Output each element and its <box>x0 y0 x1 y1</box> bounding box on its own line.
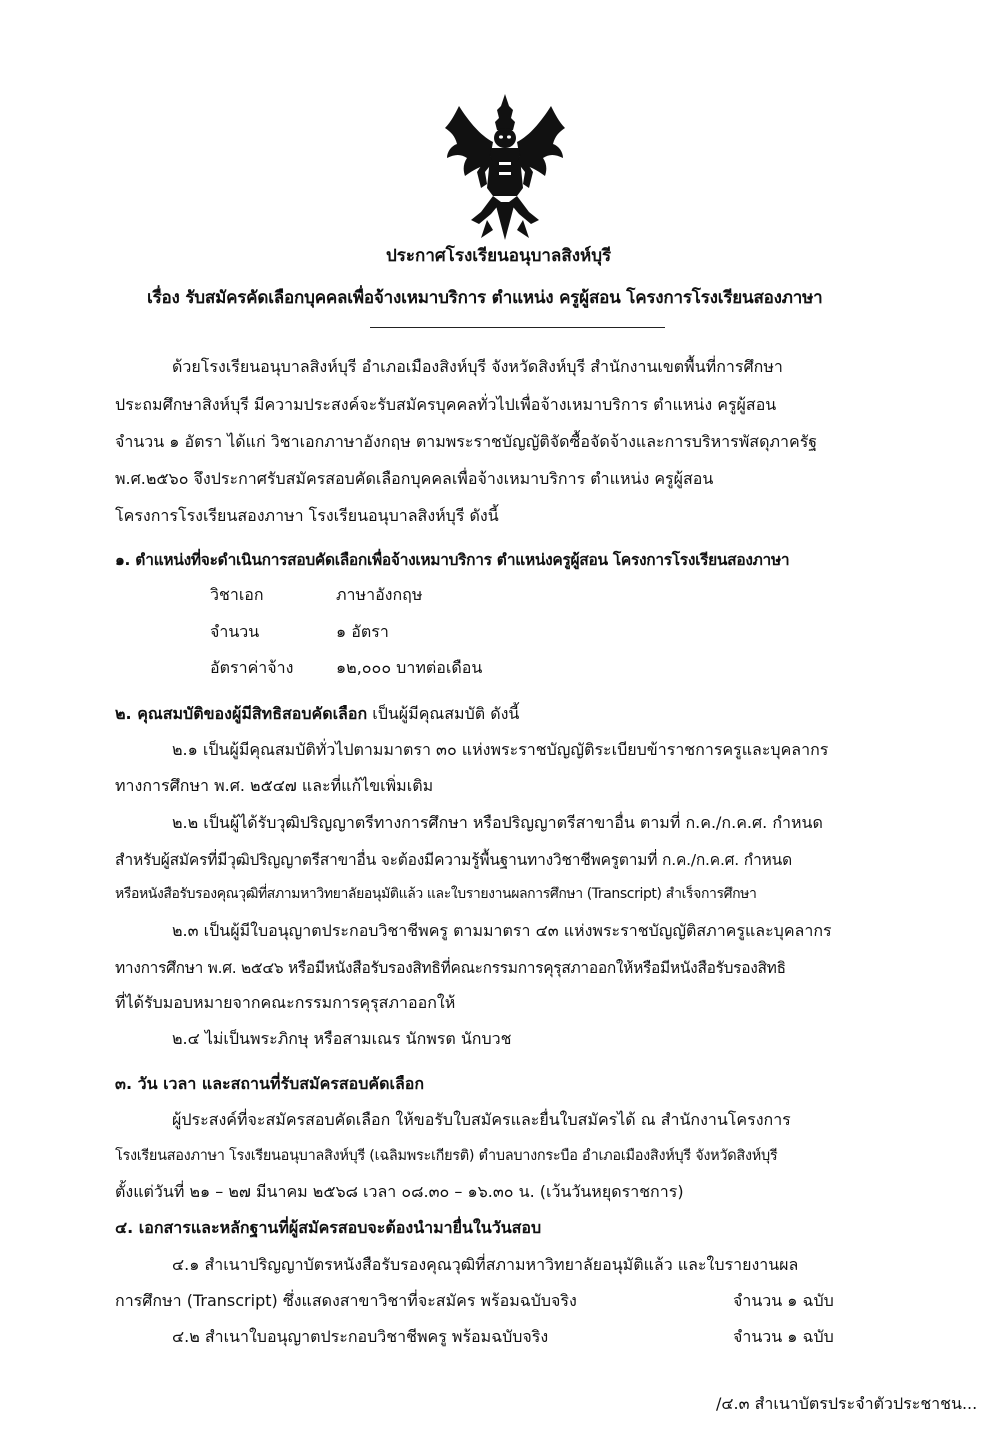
document-subject: เรื่อง รับสมัครคัดเลือกบุคคลเพื่อจ้างเหมาบริการ ตำแหน่ง ครูผู้สอน โครงการโรงเรียนสองภาษา <box>147 288 823 308</box>
detail-value: ภาษาอังกฤษ <box>336 585 423 604</box>
garuda-emblem-icon <box>441 92 569 242</box>
document-title: ประกาศโรงเรียนอนุบาลสิงห์บุรี <box>386 246 612 266</box>
document-quantity: จำนวน ๑ ฉบับ <box>733 1291 834 1310</box>
section-1-heading: ๑. ตำแหน่งที่จะดำเนินการสอบคัดเลือกเพื่อจ้างเหมาบริการ ตำแหน่งครูผู้สอน โครงการโรงเรียนสองภาษา <box>115 551 790 569</box>
section-2-heading <box>115 702 519 727</box>
document-line: ๔.๒ สำเนาใบอนุญาตประกอบวิชาชีพครู พร้อมฉบับจริง <box>172 1327 549 1346</box>
intro-line: พ.ศ.๒๕๖๐ จึงประกาศรับสมัครสอบคัดเลือกบุคคลเพื่อจ้างเหมาบริการ ตำแหน่ง ครูผู้สอน <box>115 469 714 488</box>
intro-line: โครงการโรงเรียนสองภาษา โรงเรียนอนุบาลสิงห์บุรี ดังนี้ <box>115 506 499 525</box>
application-line: ตั้งแต่วันที่ ๒๑ – ๒๗ มีนาคม ๒๕๖๘ เวลา ๐๘.๓๐ – ๑๖.๓๐ น. (เว้นวันหยุดราชการ) <box>115 1182 684 1201</box>
qualification-line: ๒.๒ เป็นผู้ได้รับวุฒิปริญญาตรีทางการศึกษา หรือปริญญาตรีสาขาอื่น ตามที่ ก.ค./ก.ค.ศ. กำหนด <box>172 813 823 832</box>
section-4-heading: ๔. เอกสารและหลักฐานที่ผู้สมัครสอบจะต้องนำมายื่นในวันสอบ <box>115 1218 542 1237</box>
qualification-line: ๒.๔ ไม่เป็นพระภิกษุ หรือสามเณร นักพรต นักบวช <box>172 1029 512 1048</box>
qualification-line: ทางการศึกษา พ.ศ. ๒๕๔๗ และที่แก้ไขเพิ่มเติม <box>115 776 434 795</box>
qualification-line: สำหรับผู้สมัครที่มีวุฒิปริญญาตรีสาขาอื่น จะต้องมีความรู้พื้นฐานทางวิชาชีพครูตามที่ ก.ค./ก.ค.ศ. กำหนด <box>115 851 792 869</box>
intro-line: จำนวน ๑ อัตรา ได้แก่ วิชาเอกภาษาอังกฤษ ตามพระราชบัญญัติจัดซื้อจัดจ้างและการบริหารพัสดุภาครัฐ <box>115 432 818 451</box>
document-quantity: จำนวน ๑ ฉบับ <box>733 1327 834 1346</box>
detail-label: จำนวน <box>210 622 260 641</box>
qualification-line: ๒.๑ เป็นผู้มีคุณสมบัติทั่วไปตามมาตรา ๓๐ แห่งพระราชบัญญัติระเบียบข้าราชการครูและบุคลากร <box>172 740 829 759</box>
continuation-note: /๔.๓ สำเนาบัตรประจำตัวประชาชน... <box>716 1394 978 1413</box>
detail-value: ๑๒,๐๐๐ บาทต่อเดือน <box>336 658 483 677</box>
intro-line: ด้วยโรงเรียนอนุบาลสิงห์บุรี อำเภอเมืองสิงห์บุรี จังหวัดสิงห์บุรี สำนักงานเขตพื้นที่การศึกษา <box>172 357 783 376</box>
section-2-heading-rest: เป็นผู้มีคุณสมบัติ ดังนี้ <box>367 704 520 723</box>
section-3-heading: ๓. วัน เวลา และสถานที่รับสมัครสอบคัดเลือก <box>115 1074 425 1093</box>
qualification-line: ๒.๓ เป็นผู้มีใบอนุญาตประกอบวิชาชีพครู ตามมาตรา ๔๓ แห่งพระราชบัญญัติสภาครูและบุคลากร <box>172 921 832 940</box>
qualification-line: ที่ได้รับมอบหมายจากคณะกรรมการคุรุสภาออกให้ <box>115 993 456 1012</box>
detail-label: อัตราค่าจ้าง <box>210 658 294 677</box>
document-line: ๔.๑ สำเนาปริญญาบัตรหนังสือรับรองคุณวุฒิที่สภามหาวิทยาลัยอนุมัติแล้ว และใบรายงานผล <box>172 1255 799 1274</box>
qualification-line: ทางการศึกษา พ.ศ. ๒๕๔๖ หรือมีหนังสือรับรองสิทธิที่คณะกรรมการคุรุสภาออกให้หรือมีหนังสือรับรองสิทธิ <box>115 959 786 977</box>
detail-label: วิชาเอก <box>210 585 264 604</box>
application-line: ผู้ประสงค์ที่จะสมัครสอบคัดเลือก ให้ขอรับใบสมัครและยื่นใบสมัครได้ ณ สำนักงานโครงการ <box>172 1110 791 1129</box>
intro-line: ประถมศึกษาสิงห์บุรี มีความประสงค์จะรับสมัครบุคคลทั่วไปเพื่อจ้างเหมาบริการ ตำแหน่ง ครูผู้สอน <box>115 395 777 414</box>
section-2-heading-bold: ๒. คุณสมบัติของผู้มีสิทธิสอบคัดเลือก <box>115 704 368 723</box>
title-divider <box>370 327 665 328</box>
document-line: การศึกษา (Transcript) ซึ่งแสดงสาขาวิชาที่จะสมัคร พร้อมฉบับจริง <box>115 1291 577 1310</box>
application-line: โรงเรียนสองภาษา โรงเรียนอนุบาลสิงห์บุรี (เฉลิมพระเกียรติ) ตำบลบางกระบือ อำเภอเมืองสิงห์บุรี จังหวัดสิงห์บุรี <box>115 1148 778 1164</box>
qualification-line: หรือหนังสือรับรองคุณวุฒิที่สภามหาวิทยาลัยอนุมัติแล้ว และใบรายงานผลการศึกษา (Transcript) สำเร็จการศึกษา <box>115 886 757 902</box>
detail-value: ๑ อัตรา <box>336 622 389 641</box>
